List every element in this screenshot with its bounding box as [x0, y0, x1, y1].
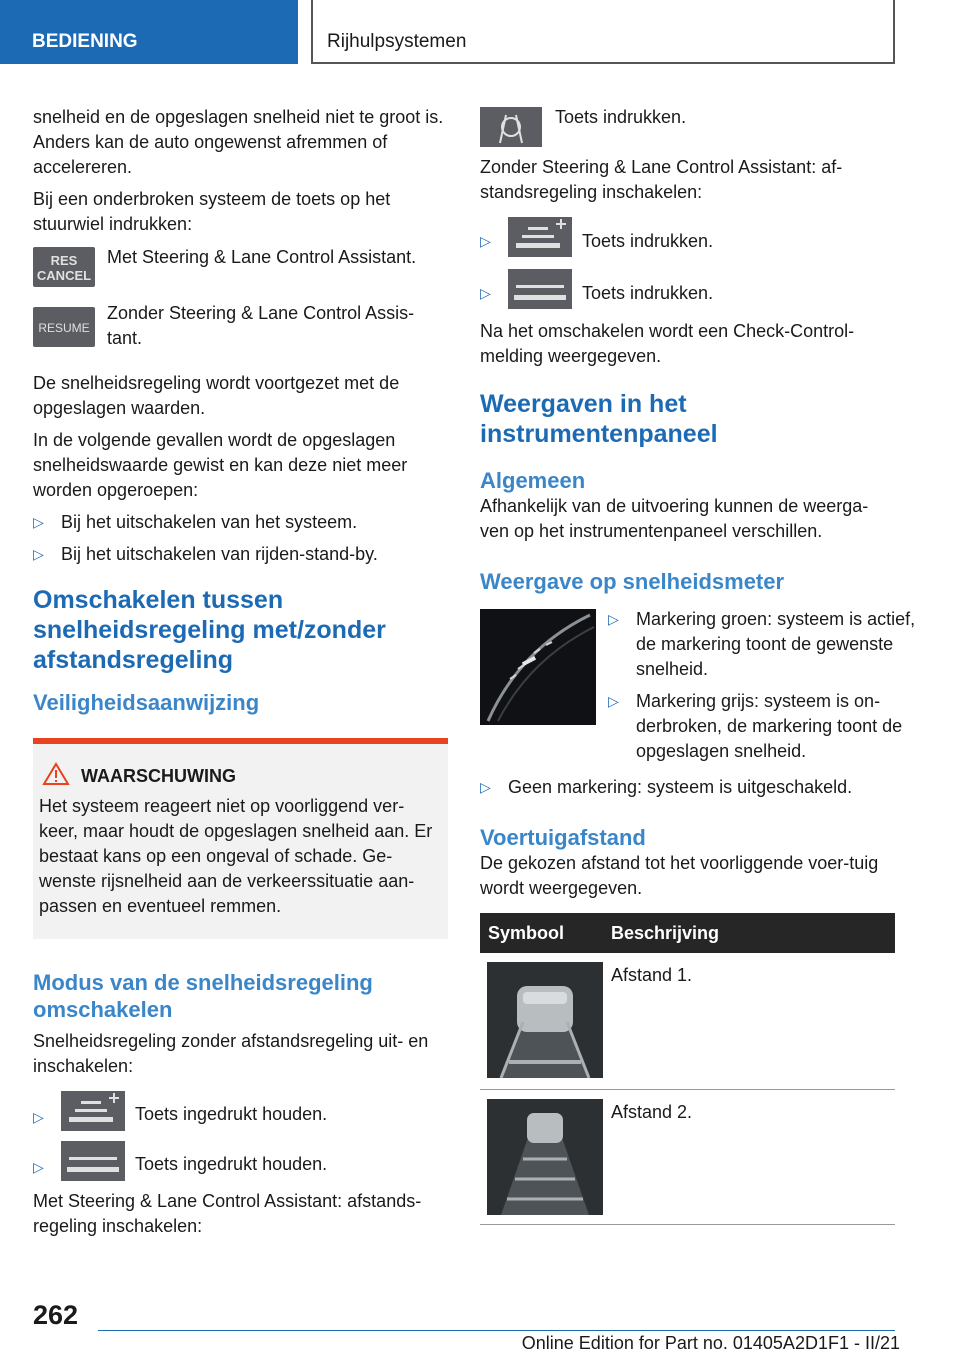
button-row	[33, 245, 448, 301]
list-item: ▷ Geen markering: systeem is uitgeschakeld.	[480, 775, 896, 800]
distance-plus-icon	[508, 217, 572, 257]
speedo-section	[480, 609, 916, 771]
table-header: Symbool Beschrijving	[480, 913, 895, 953]
section-tab: BEDIENING	[0, 0, 298, 64]
list-item: ▷ Toets ingedrukt houden.	[33, 1091, 448, 1139]
list-item: ▷ Toets ingedrukt houden.	[33, 1141, 448, 1189]
footer-rule	[98, 1330, 895, 1331]
table-row: Afstand 2.	[480, 1090, 895, 1225]
paragraph: Afhankelijk van de uitvoering kunnen de weerga-ven op het instrumentenpaneel verschillen.	[480, 496, 869, 541]
heading-distance: Voertuigafstand	[480, 825, 646, 850]
warning-triangle-icon	[42, 762, 70, 793]
warning-title: WAARSCHUWING	[81, 766, 236, 786]
resume-button-icon	[33, 307, 95, 347]
svg-text:CANCEL: CANCEL	[36, 268, 92, 283]
button-row	[33, 301, 448, 371]
svg-text:RES: RES	[50, 253, 78, 268]
warning-box	[33, 738, 448, 939]
distance-1-image	[487, 962, 603, 1078]
list-item: ▷ Bij het uitschakelen van het systeem.	[33, 510, 448, 535]
warning-text: Het systeem reageert niet op voorliggend ver-keer, maar houdt de opgeslagen snelheid aan. Er bestaat kans op een ongeval of schade. Ge-wenste rijsnelheid aan de verkeerssituatie aan-passen en eventueel remmen.	[39, 796, 433, 916]
heading-mode: Modus van de snelheidsregeling omschakelen	[33, 970, 373, 1022]
heading-speedo: Weergave op snelheidsmeter	[480, 569, 785, 594]
list-item: ▷ Bij het uitschakelen van rijden-stand-by.	[33, 542, 448, 567]
res-cancel-button-icon	[33, 247, 95, 287]
paragraph: snelheid en de opgeslagen snelheid niet te groot is. Anders kan de auto ongewenst afremmen of accelereren.	[33, 107, 444, 177]
heading-safety: Veiligheidsaanwijzing	[33, 690, 260, 715]
distance-minus-icon	[508, 269, 572, 309]
paragraph: Met Steering & Lane Control Assistant: afstands-regeling inschakelen:	[33, 1191, 422, 1236]
distance-table	[480, 913, 895, 1225]
distance-2-image	[487, 1099, 603, 1215]
distance-plus-icon	[61, 1091, 125, 1131]
list-item: ▷ Toets indrukken.	[480, 215, 896, 263]
right-column	[480, 105, 916, 1225]
heading-general: Algemeen	[480, 468, 586, 493]
paragraph: In de volgende gevallen wordt de opgeslagen snelheidswaarde gewist en kan deze niet meer worden opgeroepen:	[33, 430, 408, 500]
distance-minus-icon	[61, 1141, 125, 1181]
paragraph: Bij een onderbroken systeem de toets op het stuurwiel indrukken:	[33, 189, 391, 234]
triangle-bullet-icon: ▷	[608, 611, 619, 627]
triangle-bullet-icon: ▷	[33, 514, 44, 530]
paragraph: De snelheidsregeling wordt voortgezet met de opgeslagen waarden.	[33, 373, 400, 418]
triangle-bullet-icon: ▷	[480, 233, 491, 249]
button-description: Met Steering & Lane Control Assistant.	[107, 247, 417, 267]
paragraph: Na het omschakelen wordt een Check-Control-melding weergegeven.	[480, 321, 855, 366]
list-item: ▷ Markering groen: systeem is actief, de markering toont de gewenste snelheid.	[608, 609, 916, 679]
table-row: Afstand 1.	[480, 953, 895, 1090]
list-item: ▷ Toets indrukken.	[480, 267, 896, 315]
left-column	[33, 105, 448, 1246]
triangle-bullet-icon: ▷	[33, 546, 44, 562]
triangle-bullet-icon: ▷	[480, 779, 491, 795]
heading-display: Weergaven in het instrumentenpaneel	[480, 390, 718, 448]
paragraph: De gekozen afstand tot het voorliggende voer-tuig wordt weergegeven.	[480, 853, 879, 898]
triangle-bullet-icon: ▷	[33, 1159, 44, 1175]
chapter-title: Rijhulpsystemen	[311, 0, 895, 64]
footer-edition: Online Edition for Part no. 01405A2D1F1 - II/21	[521, 1333, 900, 1353]
svg-text:RESUME: RESUME	[38, 321, 90, 335]
triangle-bullet-icon: ▷	[608, 693, 619, 709]
paragraph: Zonder Steering & Lane Control Assistant: af-standsregeling inschakelen:	[480, 157, 843, 202]
speedometer-image	[480, 609, 596, 725]
button-description: Zonder Steering & Lane Control Assis-tant.	[107, 303, 415, 348]
warning-header	[39, 764, 438, 790]
triangle-bullet-icon: ▷	[480, 285, 491, 301]
heading-switch: Omschakelen tussen snelheidsregeling met/zonder afstandsregeling	[33, 586, 386, 674]
page-number: 262	[33, 1300, 79, 1330]
steering-assistant-icon	[480, 107, 542, 147]
paragraph: Snelheidsregeling zonder afstandsregeling uit- en inschakelen:	[33, 1031, 429, 1076]
list-item: ▷ Markering grijs: systeem is on-derbroken, de markering toont de opgeslagen snelheid.	[608, 691, 903, 761]
triangle-bullet-icon: ▷	[33, 1109, 44, 1125]
button-row: Toets indrukken.	[480, 105, 896, 155]
